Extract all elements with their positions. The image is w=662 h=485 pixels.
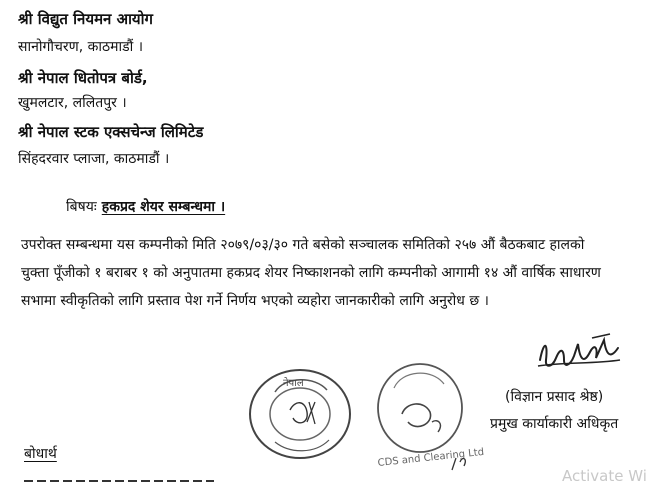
- cds-stamp-text: CDS and Clearing Ltd: [377, 446, 485, 469]
- body-line-2: चुक्ता पूँजीको १ बराबर १ को अनुपातमा हकप्रद शेयर निष्काशनको लागि कम्पनीको आगामी १४ औं वार्षिक साधारण: [21, 265, 601, 281]
- cutoff-text-glyphs: [24, 480, 214, 482]
- cc-label: बोधार्थ: [24, 446, 57, 462]
- handwritten-signature: [534, 330, 624, 380]
- cutoff-text-line: [24, 478, 214, 484]
- body-line-1: उपरोक्त सम्बन्धमा यस कम्पनीको मिति २०७९/०३/३० गते बसेको सञ्चालक समितिको २५७ औं बैठकबाट हालको: [21, 237, 585, 253]
- signatory-name: (विज्ञान प्रसाद श्रेष्ठ): [505, 389, 604, 405]
- recipient-3-address: सिंहदरवार प्लाजा, काठमाडौं ।: [18, 151, 170, 167]
- recipient-3-name: श्री नेपाल स्टक एक्सचेन्ज लिमिटेड: [18, 123, 204, 141]
- recipient-1-name: श्री विद्युत नियमन आयोग: [18, 10, 153, 28]
- body-line-3: सभामा स्वीकृतिको लागि प्रस्ताव पेश गर्ने निर्णय भएको व्यहोरा जानकारीको लागि अनुरोध छ ।: [21, 293, 489, 309]
- recipient-2-address: खुमलटार, ललितपुर ।: [18, 95, 127, 111]
- seal-text: नेपाल: [283, 378, 304, 389]
- signatory-title: प्रमुख कार्याकारी अधिकृत: [490, 416, 619, 432]
- recipient-1-address: सानोगौचरण, काठमाडौं ।: [18, 39, 144, 55]
- subject-text: हकप्रद शेयर सम्बन्धमा ।: [101, 199, 226, 215]
- subject-line: [66, 196, 225, 216]
- recipient-2-name: श्री नेपाल धितोपत्र बोर्ड,: [18, 69, 148, 87]
- company-seal-stamp: [245, 362, 355, 462]
- activate-windows-watermark: Activate Wi: [562, 467, 647, 485]
- subject-label: बिषयः: [66, 199, 97, 215]
- cds-clearing-stamp: [372, 358, 485, 484]
